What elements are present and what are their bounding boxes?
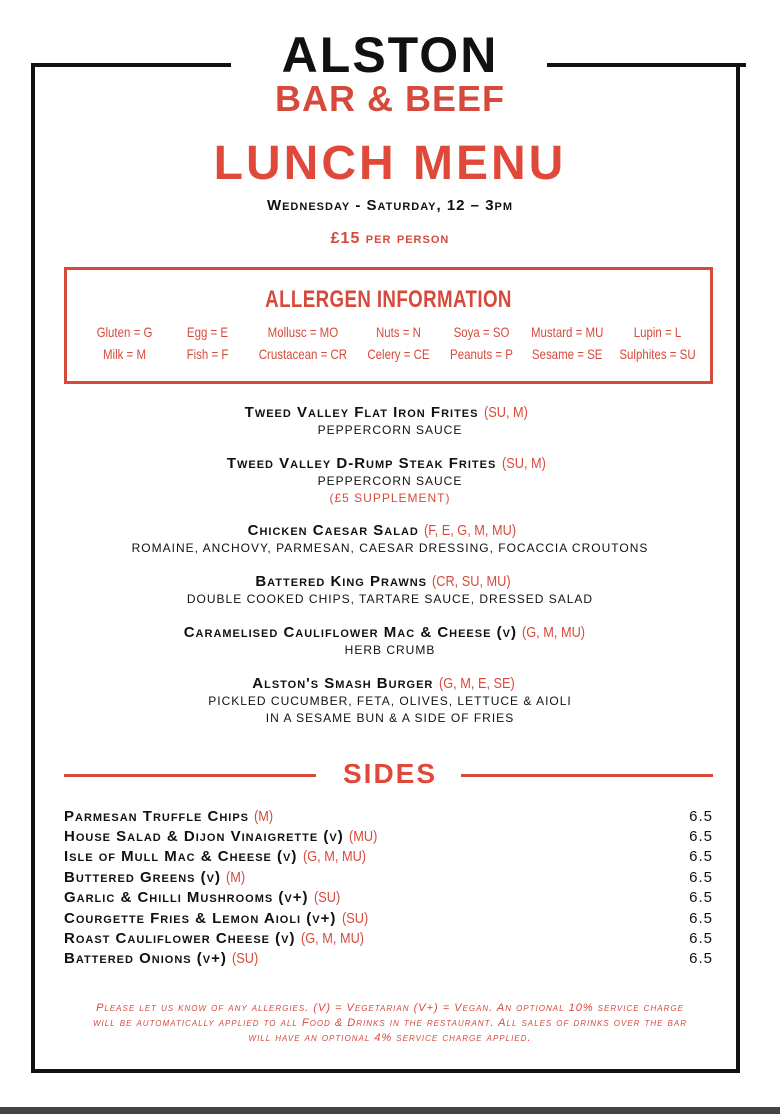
allergen-item: Sesame = SE <box>531 346 603 362</box>
dish-name-line <box>0 404 780 422</box>
brand-name: ALSTON <box>281 27 499 83</box>
dish-name: Tweed Valley D-Rump Steak Frites <box>226 455 497 472</box>
dish-allergens: (CR, SU, MU) <box>432 573 511 590</box>
dish-description: DOUBLE COOKED CHIPS, TARTARE SAUCE, DRESSED SALAD <box>186 592 594 606</box>
side-allergens: (MU) <box>348 828 378 846</box>
allergen-item: Nuts = N <box>375 324 421 340</box>
dish-item <box>0 675 780 727</box>
dish-name: Battered King Prawns <box>255 573 427 590</box>
side-name: Parmesan Truffle Chips <box>64 807 250 825</box>
brand-subtitle: BAR & BEEF <box>274 78 505 119</box>
dish-description: PEPPERCORN SAUCE <box>317 474 463 488</box>
side-allergens: (M) <box>254 807 274 825</box>
page-title: LUNCH MENU <box>213 137 567 190</box>
main-dishes-list <box>0 404 780 743</box>
dish-name: Caramelised Cauliflower Mac & Cheese (v) <box>183 624 517 641</box>
dish-name-line <box>0 624 780 642</box>
dish-description: ROMAINE, ANCHOVY, PARMESAN, CAESAR DRESSING, FOCACCIA CROUTONS <box>131 541 649 555</box>
side-row <box>64 928 713 948</box>
dish-allergens: (G, M, MU) <box>522 624 586 641</box>
price-per-person: £15 per person <box>330 230 450 247</box>
allergen-item: Mollusc = MO <box>267 324 339 340</box>
side-name: Courgette Fries & Lemon Aioli (v+) <box>64 909 337 927</box>
dish-description: PICKLED CUCUMBER, FETA, OLIVES, LETTUCE & AIOLI <box>208 694 572 708</box>
side-name: House Salad & Dijon Vinaigrette (v) <box>64 828 344 846</box>
side-price: 6.5 <box>689 930 713 948</box>
side-price: 6.5 <box>689 828 713 846</box>
allergen-item: Lupin = L <box>633 324 682 340</box>
side-name: Battered Onions (v+) <box>64 950 227 968</box>
side-name-line <box>64 808 277 825</box>
allergen-item: Gluten = G <box>96 324 153 340</box>
side-allergens: (G, M, MU) <box>302 848 366 866</box>
dish-item <box>0 404 780 439</box>
sides-list <box>64 806 713 969</box>
dish-name: Tweed Valley Flat Iron Frites <box>244 404 479 421</box>
allergen-item: Milk = M <box>102 346 147 362</box>
dish-allergens: (SU, M) <box>501 455 546 472</box>
side-name-line <box>64 869 249 886</box>
allergen-item: Peanuts = P <box>449 346 513 362</box>
side-row <box>64 806 713 826</box>
dish-name-line <box>0 522 780 540</box>
side-row <box>64 847 713 867</box>
dish-name: Alston's Smash Burger <box>252 675 434 692</box>
side-price: 6.5 <box>689 889 713 907</box>
allergen-item: Celery = CE <box>367 346 430 362</box>
side-name: Garlic & Chilli Mushrooms (v+) <box>64 889 309 907</box>
side-name-line <box>64 930 375 947</box>
dish-allergens: (F, E, G, M, MU) <box>424 522 517 539</box>
dish-description: HERB CRUMB <box>344 643 436 657</box>
side-name: Roast Cauliflower Cheese (v) <box>64 930 296 948</box>
dish-description: PEPPERCORN SAUCE <box>317 423 463 437</box>
allergen-item: Crustacean = CR <box>258 346 348 362</box>
dish-name-line <box>0 455 780 473</box>
allergen-item: Fish = F <box>186 346 229 362</box>
side-name: Buttered Greens (v) <box>64 868 222 886</box>
side-name-line <box>64 848 377 865</box>
dish-item <box>0 455 780 506</box>
allergen-title: ALLERGEN INFORMATION <box>265 286 512 313</box>
side-row <box>64 826 713 846</box>
dish-name-line <box>0 573 780 591</box>
side-row <box>64 949 713 969</box>
side-price: 6.5 <box>689 909 713 927</box>
side-price: 6.5 <box>689 848 713 866</box>
side-allergens: (SU) <box>232 950 259 968</box>
side-price: 6.5 <box>689 950 713 968</box>
allergen-grid <box>83 324 704 362</box>
dish-description: IN A SESAME BUN & A SIDE OF FRIES <box>265 711 515 725</box>
dish-item <box>0 522 780 557</box>
dish-item <box>0 624 780 659</box>
side-row <box>64 867 713 887</box>
dish-name: Chicken Caesar Salad <box>247 522 419 539</box>
allergen-item: Mustard = MU <box>530 324 604 340</box>
side-name-line <box>64 828 382 845</box>
side-name-line <box>64 910 372 927</box>
side-allergens: (M) <box>226 868 246 886</box>
opening-hours: Wednesday - Saturday, 12 – 3pm <box>266 197 514 214</box>
allergen-item: Egg = E <box>186 324 229 340</box>
side-price: 6.5 <box>689 807 713 825</box>
dish-name-line <box>0 675 780 693</box>
dish-item <box>0 573 780 608</box>
side-row <box>64 908 713 928</box>
dish-supplement: (£5 SUPPLEMENT) <box>329 491 451 505</box>
dish-allergens: (G, M, E, SE) <box>438 675 515 692</box>
sides-title: SIDES <box>342 758 438 789</box>
side-allergens: (SU) <box>313 889 340 907</box>
side-price: 6.5 <box>689 868 713 886</box>
side-allergens: (SU) <box>341 909 368 927</box>
side-row <box>64 888 713 908</box>
side-name-line <box>64 889 344 906</box>
allergen-item: Sulphites = SU <box>619 346 696 362</box>
allergen-info-box <box>64 267 713 384</box>
side-name: Isle of Mull Mac & Cheese (v) <box>64 848 298 866</box>
dish-allergens: (SU, M) <box>483 404 528 421</box>
bottom-strip <box>0 1107 780 1114</box>
sides-rule-right <box>461 774 713 777</box>
allergy-service-note: Please let us know of any allergies. (V) = Vegetarian (V+) = Vegan. An optional 10% service charge will be automatically applied to all Food & Drinks in the restaurant. All sales of drinks over the bar will have an optional 4% service charge applied. <box>93 1002 687 1044</box>
side-name-line <box>64 950 263 967</box>
allergen-item: Soya = SO <box>453 324 510 340</box>
side-allergens: (G, M, MU) <box>300 930 364 948</box>
